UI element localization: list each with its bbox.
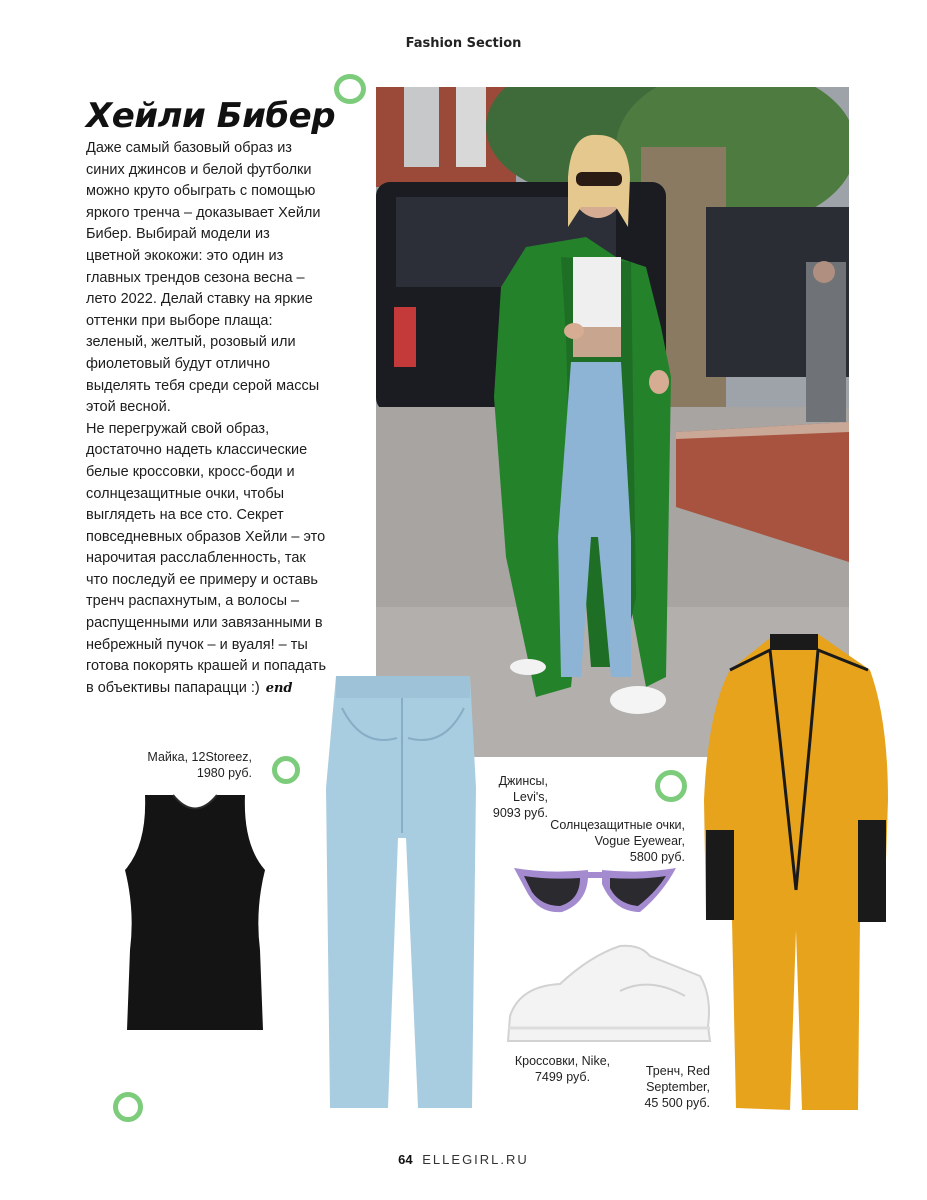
article-paragraph: Даже самый базовый образ из синих джинсов и белой футболки можно круто обыграть с помощью яркого тренча – доказывает Хейли Бибер. Выбирай модели из цветной экокожи: это один из главных трендов сезона весна – лето 2022. Делай ставку на яркие оттенки при выборе плаща: зеленый, желтый, розовый или фиолетовый будут отлично выделять тебя среди серой массы этой весной. bbox=[86, 140, 321, 416]
nike-sneakers-image bbox=[500, 936, 715, 1048]
section-label: Fashion Section bbox=[405, 36, 522, 51]
caption-tank-price: 1980 руб. bbox=[196, 766, 252, 780]
caption-sunglasses bbox=[545, 817, 685, 865]
article-body bbox=[86, 138, 326, 699]
sunglasses-image bbox=[510, 860, 680, 920]
caption-sunglasses-price: 5800 руб. bbox=[629, 850, 685, 864]
caption-jeans bbox=[460, 773, 548, 821]
end-mark: end bbox=[265, 680, 293, 696]
caption-sneakers-name: Кроссовки, Nike, bbox=[514, 1054, 611, 1068]
decorative-circle bbox=[334, 74, 366, 104]
article-title: Хейли Бибер bbox=[86, 96, 336, 136]
caption-trench-brand: September, bbox=[646, 1080, 710, 1094]
page-number: 64 bbox=[398, 1152, 413, 1167]
caption-sneakers bbox=[510, 1053, 615, 1085]
page-footer bbox=[0, 1152, 927, 1167]
footer-site: ELLEGIRL.RU bbox=[422, 1152, 529, 1167]
black-tank-top-image bbox=[115, 790, 275, 1040]
caption-jeans-price: 9093 руб. bbox=[492, 806, 548, 820]
decorative-circle bbox=[113, 1092, 143, 1122]
levis-jeans-image bbox=[322, 668, 482, 1113]
yellow-trench-coat-image bbox=[700, 630, 892, 1120]
decorative-circle bbox=[272, 756, 300, 784]
caption-sunglasses-name: Солнцезащитные очки, bbox=[550, 818, 685, 832]
caption-tank-name: Майка, 12Storeez, bbox=[147, 750, 252, 764]
caption-sunglasses-brand: Vogue Eyewear, bbox=[594, 834, 685, 848]
caption-tank bbox=[140, 749, 252, 781]
caption-trench bbox=[620, 1063, 710, 1111]
article-paragraph bbox=[86, 419, 326, 700]
decorative-circle bbox=[655, 770, 687, 802]
caption-trench-name: Тренч, Red bbox=[645, 1064, 710, 1078]
article-paragraph-text: Не перегружай свой образ, достаточно надеть классические белые кроссовки, кросс-боди и солнцезащитные очки, чтобы выглядеть на все сто. Секрет повседневных образов Хейли – это нарочитая расслабленность, так что последуй ее примеру и оставь тренч распахнутым, а волосы – распущенными или завязанными в небрежный пучок – и вуаля! – ты готова покорять крашей и попадать в объективы папарацци :) bbox=[86, 420, 327, 696]
caption-sneakers-price: 7499 руб. bbox=[534, 1070, 591, 1084]
caption-trench-price: 45 500 руб. bbox=[644, 1096, 710, 1110]
caption-jeans-name: Джинсы, bbox=[498, 774, 548, 788]
caption-jeans-brand: Levi's, bbox=[512, 790, 548, 804]
